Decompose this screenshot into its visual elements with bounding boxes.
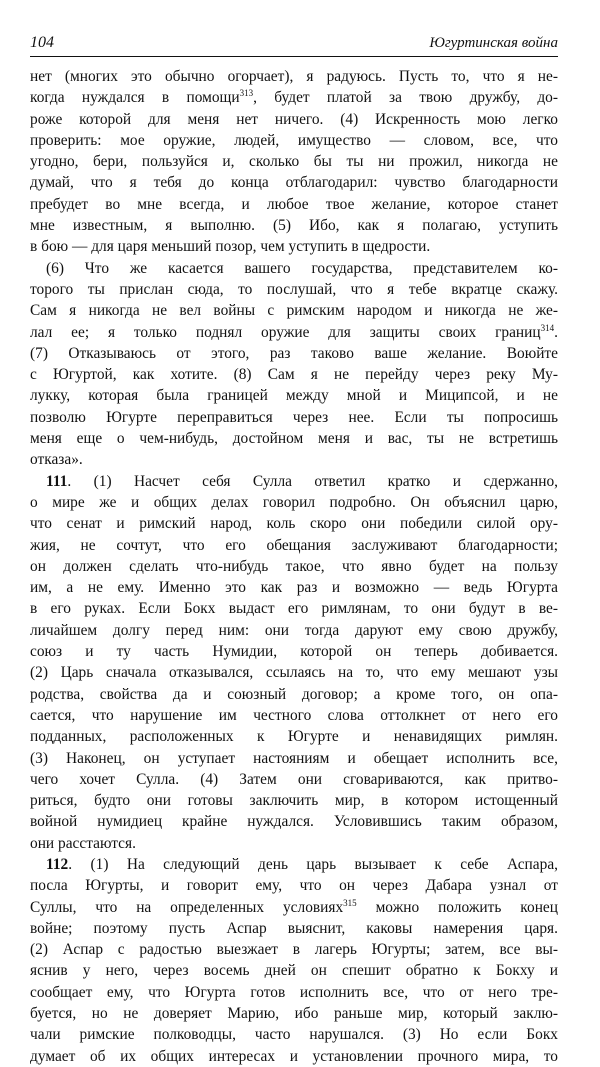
line-text: посла Югурты, и говорит ему, что он через Дабара узнал от — [30, 877, 558, 895]
line-text: . (1) На следующий день царь вызывает к себе Аспара, — [68, 855, 558, 873]
text-line — [30, 130, 558, 151]
line-text: они расстаются. — [30, 834, 136, 852]
text-line — [30, 641, 558, 662]
line-text: думает об их общих интересах и установлении прочного мира, то — [30, 1047, 558, 1065]
text-line — [30, 535, 558, 556]
line-text: отказа». — [30, 451, 83, 469]
line-text-rest: можно положить конец — [356, 898, 558, 916]
running-title: Югуртинская война — [429, 35, 558, 51]
text-line — [30, 236, 558, 257]
line-text: с Югуртой, как хотите. (8) Сам я не перейду через реку Му- — [30, 366, 558, 384]
text-line — [30, 109, 558, 130]
text-line — [30, 726, 558, 747]
text-line — [30, 385, 558, 406]
footnote-ref: 314 — [540, 322, 555, 333]
line-text: в его руках. Если Бокх выдаст его римлянам, то они будут в ве- — [30, 600, 558, 618]
text-line — [30, 172, 558, 193]
text-line — [30, 705, 558, 726]
line-text: чали римские полководцы, часто нарушался. (3) Но если Бокх — [30, 1026, 558, 1044]
text-line — [30, 1046, 558, 1067]
line-text: подданных, расположенных к Югурте и ненавидящих римлян. — [30, 728, 558, 746]
text-line — [30, 343, 558, 364]
line-text: угодно, бери, пользуйся и, сколько бы ты ни прожил, никогда не — [30, 153, 558, 171]
line-text: (3) Наконец, он уступает настояниям и обещает исполнить все, — [30, 749, 558, 767]
text-line — [30, 982, 558, 1003]
line-text: позволю Югурте переправиться через нее. Если ты попросишь — [30, 408, 558, 426]
text-line — [30, 407, 558, 428]
line-text: когда нуждался в помощи — [30, 89, 240, 107]
text-line — [30, 1003, 558, 1024]
text-line — [30, 215, 558, 236]
line-text: войне; поэтому пусть Аспар выяснит, каковы намерения царя. — [30, 919, 558, 937]
line-text: войной нумидиец крайне нуждался. Условившись таким образом, — [30, 813, 558, 831]
text-line — [30, 1024, 558, 1045]
text-line — [30, 918, 558, 939]
line-text: союз и ту часть Нумидии, которой он теперь добивается. — [30, 643, 558, 661]
line-text: личайшем долгу перед ним: они тогда даруют ему свою дружбу, — [30, 621, 558, 639]
text-line — [30, 620, 558, 641]
text-line — [30, 66, 558, 87]
line-text: Суллы, что на определенных условиях — [30, 898, 344, 916]
line-text: (2) Аспар с радостью выезжает в лагерь Югурты; затем, все вы- — [30, 941, 558, 959]
text-line — [30, 87, 558, 108]
line-text: Сам я никогда не вел войны с римским народом и никогда не же- — [30, 302, 558, 320]
line-text-rest: , будет платой за твою дружбу, до- — [253, 89, 558, 107]
line-text: чего хочет Сулла. (4) Затем они сговариваются, как притво- — [30, 770, 558, 788]
line-text: сообщает ему, что Югурта готов исполнить все, что от него тре- — [30, 983, 558, 1001]
text-line — [30, 748, 558, 769]
line-text: роже которой для меня нет ничего. (4) Искренность мою легко — [30, 110, 558, 128]
line-text: лал ее; я только поднял оружие для защиты своих границ — [30, 323, 541, 341]
text-line — [30, 854, 558, 875]
text-line — [30, 300, 558, 321]
line-text: лукку, которая была границей между мной и Миципсой, и не — [30, 387, 558, 405]
text-line — [30, 960, 558, 981]
line-text: думай, что я тебя до конца отблагодарил: чувство благодарности — [30, 174, 558, 192]
line-text: меня еще о чем-нибудь, достойном меня и вас, ты не встретишь — [30, 430, 558, 448]
text-line — [30, 790, 558, 811]
text-line — [30, 662, 558, 683]
line-text: сается, что нарушение им честного слова оттолкнет от него его — [30, 706, 558, 724]
line-text: (2) Царь сначала отказывался, ссылаясь на то, что ему мешают узы — [30, 664, 558, 682]
page-header — [30, 34, 558, 57]
line-text: риться, будто они готовы заключить мир, в котором истощенный — [30, 792, 558, 810]
line-text: буется, но не доверяет Марию, ибо раньше мир, который заклю- — [30, 1005, 558, 1023]
line-text: жия, не сочтут, что его обещания заслуживают благодарности; — [30, 536, 558, 554]
text-line — [30, 811, 558, 832]
line-text-rest: . — [554, 323, 558, 341]
line-text: (7) Отказываюсь от этого, раз таково ваше желание. Воюйте — [30, 344, 558, 362]
line-text: им, а не ему. Именно это как раз и возможно — ведь Югурта — [30, 579, 558, 597]
text-line — [30, 769, 558, 790]
text-line — [30, 428, 558, 449]
chapter-number: 111 — [46, 472, 68, 490]
line-text: он должен сделать что-нибудь такое, что явно будет на пользу — [30, 557, 558, 575]
text-line — [30, 471, 558, 492]
text-line — [30, 897, 558, 918]
line-text: мне известным, я выполню. (5) Ибо, как я полагаю, уступить — [30, 217, 558, 235]
footnote-ref: 313 — [239, 88, 254, 99]
line-text: пребудет во мне всегда, и любое твое желание, которое станет — [30, 195, 558, 213]
text-line — [30, 194, 558, 215]
text-line — [30, 513, 558, 534]
text-line — [30, 449, 558, 470]
line-text: нет (многих это обычно огорчает), я радуюсь. Пусть то, что я не- — [30, 68, 558, 85]
text-line — [30, 151, 558, 172]
text-line — [30, 279, 558, 300]
text-line — [30, 364, 558, 385]
line-text: что сенат и римский народ, коль скоро они победили силой ору- — [30, 515, 558, 533]
line-text: проверить: мое оружие, людей, имущество — словом, все, что — [30, 131, 558, 149]
chapter-number: 112 — [46, 855, 69, 873]
footnote-ref: 315 — [343, 897, 357, 908]
text-line — [30, 684, 558, 705]
text-line — [30, 556, 558, 577]
line-text: (6) Что же касается вашего государства, представителем ко- — [46, 259, 558, 277]
line-text: в бою — для царя меньший позор, чем уступить в щедрости. — [30, 238, 431, 256]
text-line — [30, 939, 558, 960]
text-line — [30, 322, 558, 343]
text-line — [30, 833, 558, 854]
line-text: . (1) Насчет себя Сулла ответил кратко и сдержанно, — [67, 472, 558, 490]
text-line — [30, 875, 558, 896]
line-text: яснив у него, через восемь дней он спешит обратно к Бокху и — [30, 962, 558, 980]
line-text: родства, свойства да и союзный договор; а кроме того, он опа- — [30, 685, 558, 703]
line-text: торого ты прислан сюда, то послушай, что я тебе вкратце скажу. — [30, 280, 558, 298]
text-line — [30, 598, 558, 619]
text-line — [30, 577, 558, 598]
line-text: о мире же и общих делах говорил подробно. Он объяснил царю, — [30, 493, 558, 511]
text-line — [30, 492, 558, 513]
body-text — [30, 66, 558, 1067]
text-line — [30, 258, 558, 279]
page-number: 104 — [30, 34, 54, 51]
